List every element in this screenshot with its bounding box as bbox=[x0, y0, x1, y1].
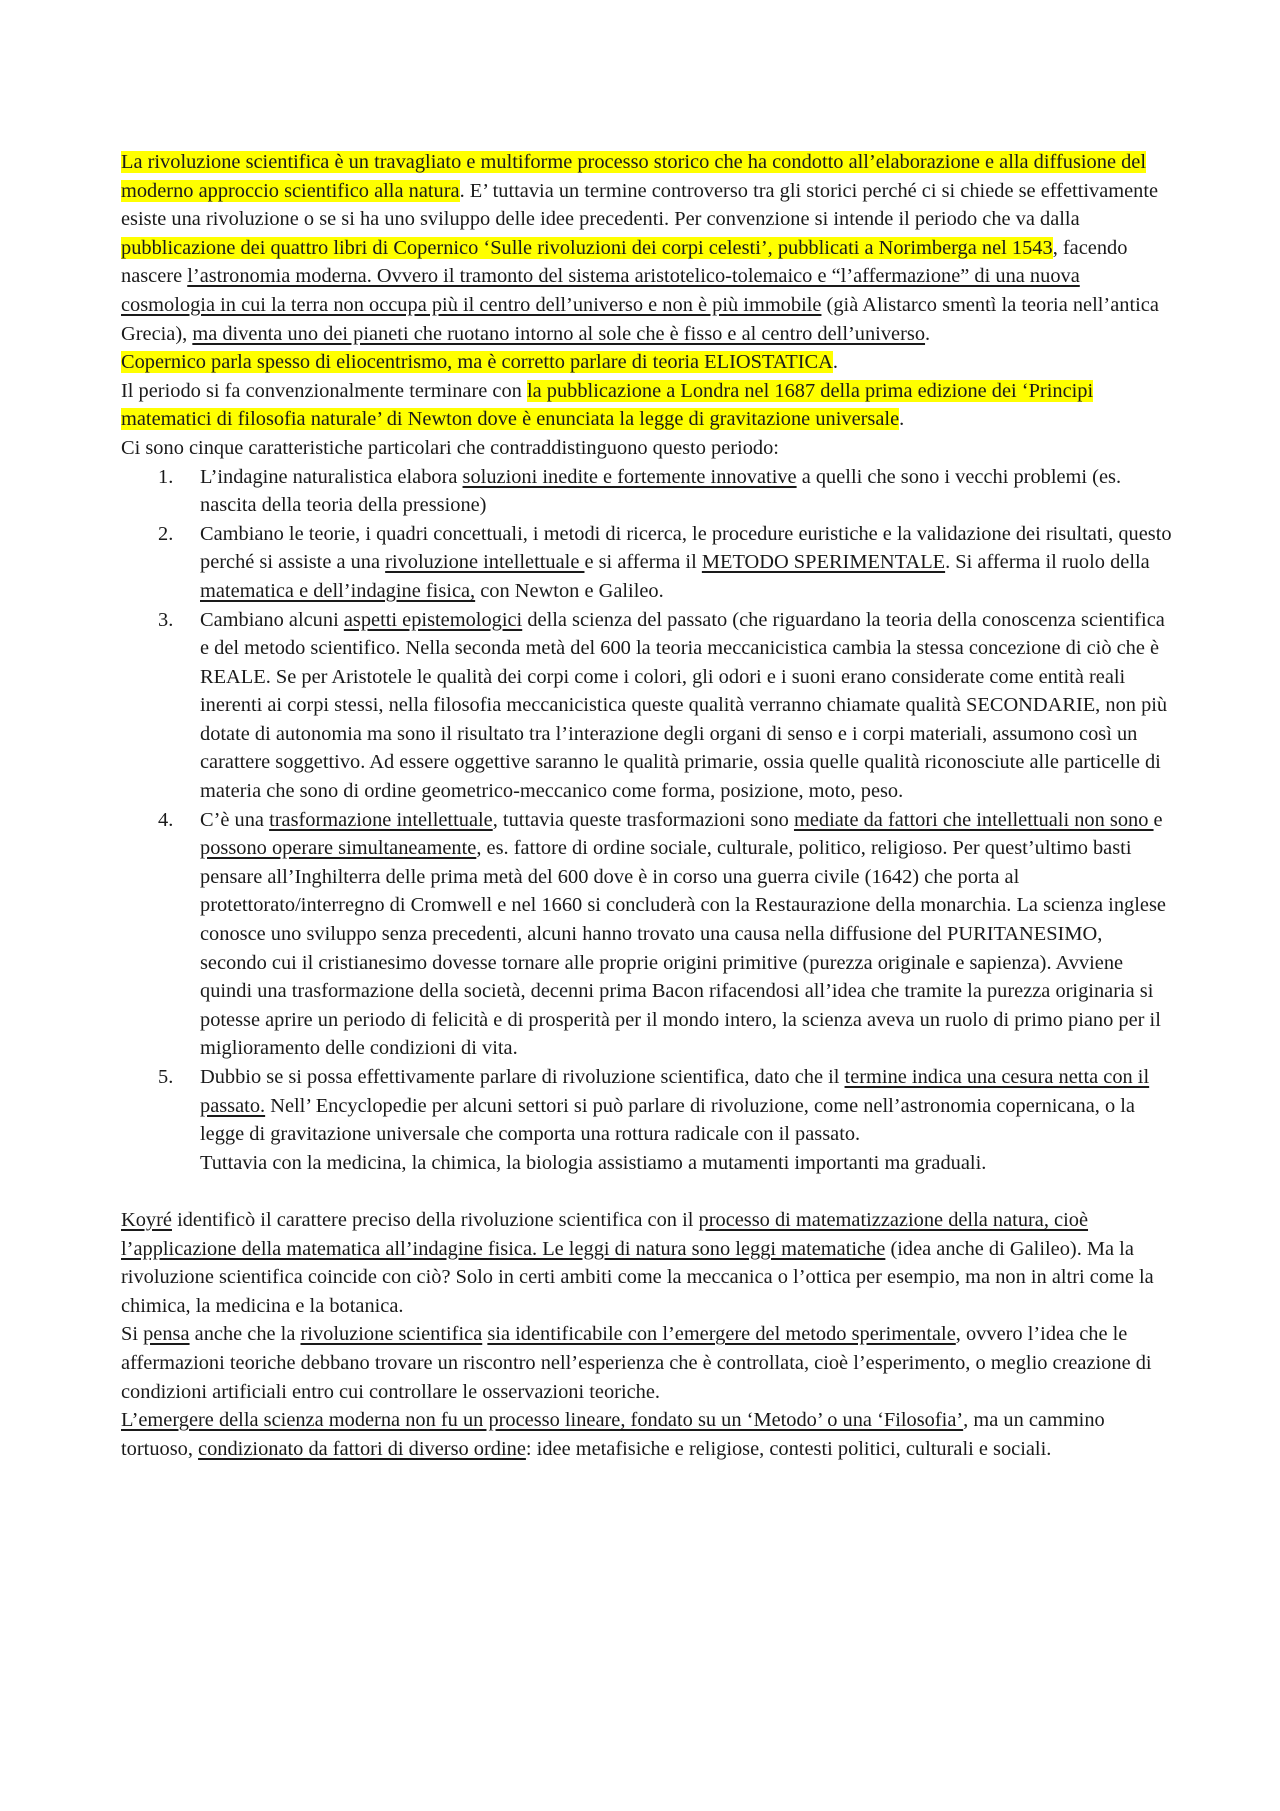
underline-modern-astronomy: l’astronomia moderna. Ovvero il tramonto del sistema aristotelico-tolemaico e “l’affermazione” di una nuova cosmologia in cui la terra non occupa più il centro dell’universo e non è più immobile bbox=[121, 265, 1080, 316]
blank-line bbox=[121, 1177, 1173, 1206]
text: , ovvero l’idea che le affermazioni teoriche debbano trovare un riscontro nell’esperienza che è controllata, cioè l’esperimento, o meglio creazione di condizioni artificiali entro cui controllare le osservazioni teoriche. bbox=[121, 1323, 1152, 1403]
text: , tuttavia queste trasformazioni sono bbox=[492, 808, 794, 831]
characteristics-list bbox=[121, 463, 1173, 1178]
underline-text: rivoluzione intellettuale bbox=[385, 551, 585, 574]
text: Cambiano alcuni bbox=[200, 608, 344, 631]
text: Tuttavia con la medicina, la chimica, la biologia assistiamo a mutamenti importanti ma graduali. bbox=[200, 1151, 987, 1174]
paragraph-end-period bbox=[121, 377, 1173, 434]
text: . bbox=[925, 322, 931, 345]
highlight-newton-principia: la pubblicazione a Londra nel 1687 della prima edizione dei ‘Principi matematici di filosofia naturale’ di Newton dove è enunciata la legge di gravitazione universale bbox=[121, 379, 1094, 431]
text: C’è una bbox=[200, 808, 270, 831]
list-item bbox=[121, 606, 1173, 806]
paragraph-conclusion bbox=[121, 1406, 1173, 1463]
text: Si bbox=[121, 1323, 144, 1346]
text: . bbox=[832, 351, 838, 374]
list-item bbox=[121, 463, 1173, 520]
text: (già Alistarco smentì la teoria nell’antica Grecia), bbox=[121, 293, 1159, 345]
list-item bbox=[121, 520, 1173, 606]
text: . Si afferma il ruolo della bbox=[945, 551, 1150, 574]
underline-text: trasformazione intellettuale bbox=[269, 808, 493, 831]
text: identificò il carattere preciso della rivoluzione scientifica con il bbox=[171, 1208, 699, 1231]
underline-mathematization: processo di matematizzazione della natura, cioè l’applicazione della matematica all’indagine fisica. Le leggi di natura sono leggi matematiche bbox=[121, 1208, 1089, 1260]
underline-pensa: pensa bbox=[143, 1323, 190, 1346]
text: . E’ tuttavia un termine controverso tra gli storici perché ci si chiede se effettivamente esiste una rivoluzione o se si ha uno sviluppo delle idee precedenti. Per convenzione si intende il periodo che va dalla bbox=[121, 179, 1159, 231]
text: con Newton e Galileo. bbox=[475, 579, 664, 602]
text: . bbox=[899, 408, 905, 431]
text: , ma un cammino tortuoso, bbox=[121, 1409, 1105, 1460]
underline-conditioned: condizionato da fattori di diverso ordine bbox=[198, 1437, 526, 1460]
underline-text: matematica e dell’indagine fisica, bbox=[200, 579, 476, 602]
text: della scienza del passato (che riguardano la teoria della conoscenza scientifica e del metodo scientifico. Nella seconda metà del 600 la teoria meccanicistica cambia la stessa concezione di ciò che è REALE. Se per Aristotele le qualità dei corpi come i colori, gli odori e i suoni erano considerate come entità reali inerenti ai corpi stessi, nella filosofia meccanicistica queste qualità verranno chiamate qualità SECONDARIE, non più dotate di autonomia ma sono il risultato tra l’interazione degli organi di senso e i corpi materiali, assumono così un carattere soggettivo. Ad essere oggettive saranno le qualità primarie, ossia quelle qualità riconosciute alle particelle di materia che sono di ordine geometrico-meccanico come forma, posizione, moto, peso. bbox=[200, 608, 1168, 803]
underline-experimental-method: sia identificabile con l’emergere del metodo sperimentale bbox=[487, 1323, 956, 1346]
text: , es. fattore di ordine sociale, culturale, politico, religioso. Per quest’ultimo basti pensare all’Inghilterra delle prima metà del 600 dove è in corso una guerra civile (1642) che porta al protettorato/interregno di Cromwell e nel 1660 si concluderà con la Restaurazione della monarchia. La scienza inglese conosce uno sviluppo senza precedenti, alcuni hanno trovato una causa nella diffusione del PURITANESIMO, secondo cui il cristianesimo dovesse tornare alle proprie origini primitive (purezza originale e sapienza). Avviene quindi una trasformazione della società, decenni prima Bacon rifacendosi all’idea che tramite la purezza originaria si potesse aprire un periodo di felicità e di prosperità per il mondo intero, la scienza aveva un ruolo di primo piano per il miglioramento delle condizioni di vita. bbox=[200, 837, 1166, 1060]
list-number: 1. bbox=[158, 465, 174, 488]
paragraph-koyre bbox=[121, 1206, 1173, 1320]
paragraph-intro bbox=[121, 148, 1173, 348]
text: L’indagine naturalistica elabora bbox=[200, 465, 463, 488]
paragraph-list-intro: Ci sono cinque caratteristiche particolari che contraddistinguono questo periodo: bbox=[121, 436, 779, 459]
underline-planets: ma diventa uno dei pianeti che ruotano intorno al sole che è fisso e al centro dell’universo bbox=[192, 322, 926, 345]
underline-scientific-revolution: rivoluzione scientifica bbox=[300, 1323, 483, 1346]
text: : idee metafisiche e religiose, contesti politici, culturali e sociali. bbox=[525, 1437, 1052, 1460]
list-number: 3. bbox=[158, 608, 174, 631]
highlight-definition: La rivoluzione scientifica è un travagliato e multiforme processo storico che ha condotto all’elaborazione e alla diffusione del moderno approccio scientifico alla natura bbox=[121, 151, 1146, 202]
list-number: 2. bbox=[158, 522, 174, 545]
underline-not-linear: L’emergere della scienza moderna non fu un processo lineare, fondato su un ‘Metodo’ o una ‘Filosofia’ bbox=[121, 1409, 964, 1432]
paragraph-eliostatica bbox=[121, 348, 1173, 377]
document-page bbox=[121, 148, 1173, 1463]
underline-text: termine indica una cesura netta con il passato. bbox=[200, 1066, 1150, 1117]
highlight-eliostatica: Copernico parla spesso di eliocentrismo, ma è corretto parlare di teoria ELIOSTATICA bbox=[121, 351, 833, 374]
text: a quelli che sono i vecchi problemi (es. nascita della teoria della pressione) bbox=[200, 465, 1122, 517]
list-number: 5. bbox=[158, 1066, 174, 1088]
text: anche che la bbox=[189, 1323, 301, 1346]
list-item bbox=[121, 1063, 1173, 1177]
text: Il periodo si fa convenzionalmente terminare con bbox=[121, 379, 527, 402]
list-item bbox=[121, 806, 1173, 1063]
underline-text: possono operare simultaneamente bbox=[200, 837, 477, 860]
paragraph-experimental-method bbox=[121, 1320, 1173, 1406]
list-number: 4. bbox=[158, 808, 174, 831]
text: (idea anche di Galileo). Ma la rivoluzione scientifica coincide con ciò? Solo in certi ambiti come la meccanica o l’ottica per esempio, ma non in altri come la chimica, la medicina e la botanica. bbox=[121, 1237, 1154, 1317]
highlight-copernicus-publication: pubblicazione dei quattro libri di Copernico ‘Sulle rivoluzioni dei corpi celesti’, pubblicati a Norimberga nel 1543 bbox=[121, 236, 1053, 259]
underline-text: aspetti epistemologici bbox=[343, 608, 523, 631]
text: Cambiano le teorie, i quadri concettuali, i metodi di ricerca, le procedure euristiche e la validazione dei risultati, questo perché si assiste a una bbox=[200, 522, 1172, 574]
underline-text: soluzioni inedite e fortemente innovative bbox=[462, 465, 797, 488]
underline-text: mediate da fattori che intellettuali non sono bbox=[793, 808, 1154, 831]
text: e bbox=[1153, 808, 1163, 831]
text: Dubbio se si possa effettivamente parlare di rivoluzione scientifica, dato che il bbox=[200, 1066, 845, 1088]
text: , facendo nascere bbox=[121, 236, 1128, 288]
text: e si afferma il bbox=[584, 551, 702, 574]
underline-koyre: Koyré bbox=[121, 1208, 172, 1231]
text: Nell’ Encyclopedie per alcuni settori si può parlare di rivoluzione, come nell’astronomia copernicana, o la legge di gravitazione universale che comporta una rottura radicale con il passato. bbox=[200, 1094, 1135, 1146]
underline-text: METODO SPERIMENTALE bbox=[701, 551, 946, 574]
